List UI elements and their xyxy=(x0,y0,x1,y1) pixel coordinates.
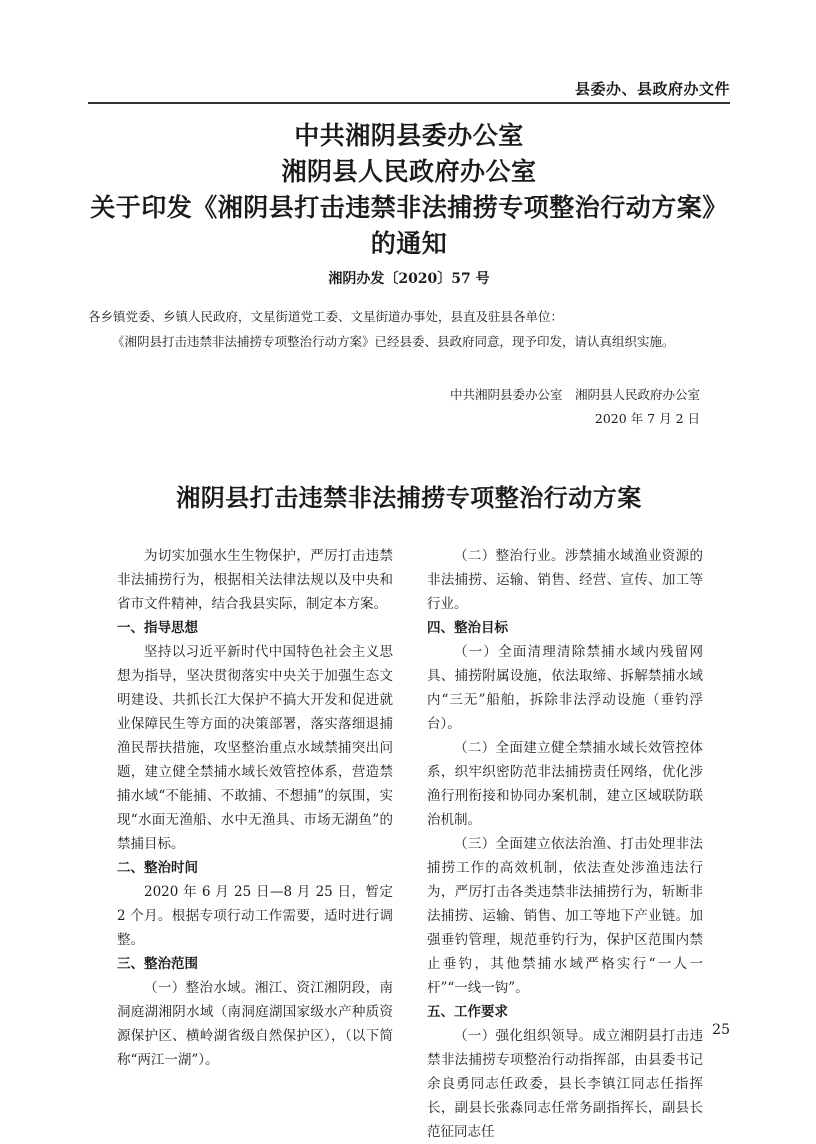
notice-title-line-2: 湘阴县人民政府办公室 xyxy=(281,157,537,186)
right-column xyxy=(427,544,703,1144)
left-column xyxy=(117,544,393,1072)
page-number: 25 xyxy=(712,1022,730,1038)
plan-title: 湘阴县打击违禁非法捕捞专项整治行动方案 xyxy=(176,483,642,512)
notice-body: 《湘阴县打击违禁非法捕捞专项整治行动方案》已经县委、县政府同意，现予印发，请认真组织实施。 xyxy=(112,334,675,349)
section-heading: 一、指导思想 xyxy=(117,620,198,636)
notice-title-line-4: 的通知 xyxy=(370,229,448,258)
header-title: 县委办、县政府办文件 xyxy=(574,80,730,98)
section-heading: 四、整治目标 xyxy=(427,620,508,636)
signers: 中共湘阴县委办公室 湘阴县人民政府办公室 xyxy=(449,387,700,402)
intro-paragraph: 为切实加强水生生物保护，严厉打击违禁非法捕捞行为，根据相关法律法规以及中央和省市文件精神，结合我县实际，制定本方案。 xyxy=(117,548,393,612)
section-heading: 五、工作要求 xyxy=(427,1004,508,1020)
section-paragraph: 坚持以习近平新时代中国特色社会主义思想为指导，坚决贯彻落实中央关于加强生态文明建设、共抓长江大保护不搞大开发和促进就业保障民生等方面的决策部署，落实落细退捕渔民帮扶措施，攻坚整治重点水域禁捕突出问题，建立健全禁捕水域长效管控体系，营造禁捕水域“不能捕、不敢捕、不想捕”的氛围，实现“水面无渔船、水中无渔具、市场无湖鱼”的禁捕目标。 xyxy=(117,644,393,852)
section-paragraph: （二）整治行业。涉禁捕水域渔业资源的非法捕捞、运输、销售、经营、宣传、加工等行业。 xyxy=(427,548,703,612)
section-paragraph: 2020 年 6 月 25 日—8 月 25 日，暂定 2 个月。根据专项行动工作需要，适时进行调整。 xyxy=(117,884,393,948)
sign-date: 2020 年 7 月 2 日 xyxy=(594,411,700,426)
section-paragraph: （三）全面建立依法治渔、打击处理非法捕捞工作的高效机制，依法查处涉渔违法行为，严厉打击各类违禁非法捕捞行为，斩断非法捕捞、运输、销售、加工等地下产业链。加强垂钓管理，规范垂钓行为，保护区范围内禁止垂钓，其他禁捕水域严格实行“一人一杆”“一线一钩”。 xyxy=(427,836,703,996)
running-header xyxy=(88,74,730,104)
section-paragraph: （二）全面建立健全禁捕水域长效管控体系，织牢织密防范非法捕捞责任网络，优化涉渔行刑衔接和协同办案机制，建立区域联防联治机制。 xyxy=(427,740,703,828)
section-heading: 二、整治时间 xyxy=(117,860,198,876)
notice-title-line-3: 关于印发《湘阴县打击违禁非法捕捞专项整治行动方案》 xyxy=(90,193,728,222)
section-paragraph: （一）整治水域。湘江、资江湘阴段，南洞庭湖湘阴水域（南洞庭湖国家级水产种质资源保护区、横岭湖省级自然保护区），（以下简称“两江一湖”）。 xyxy=(117,980,393,1068)
section-paragraph: （一）强化组织领导。成立湘阴县打击违禁非法捕捞专项整治行动指挥部，由县委书记余良勇同志任政委，县长李镇江同志任指挥长，副县长张淼同志任常务副指挥长，副县长范征同志任 xyxy=(427,1028,703,1140)
section-paragraph: （一）全面清理清除禁捕水域内残留网具、捕捞附属设施，依法取缔、拆解禁捕水域内“三无”船舶，拆除非法浮动设施（垂钓浮台）。 xyxy=(427,644,703,732)
addressee: 各乡镇党委、乡镇人民政府，文星街道党工委、文星街道办事处，县直及驻县各单位： xyxy=(88,309,564,324)
section-heading: 三、整治范围 xyxy=(117,956,198,972)
notice-title xyxy=(88,118,730,262)
document-number: 湘阴办发〔2020〕57 号 xyxy=(328,271,490,287)
notice-title-line-1: 中共湘阴县委办公室 xyxy=(294,121,524,150)
